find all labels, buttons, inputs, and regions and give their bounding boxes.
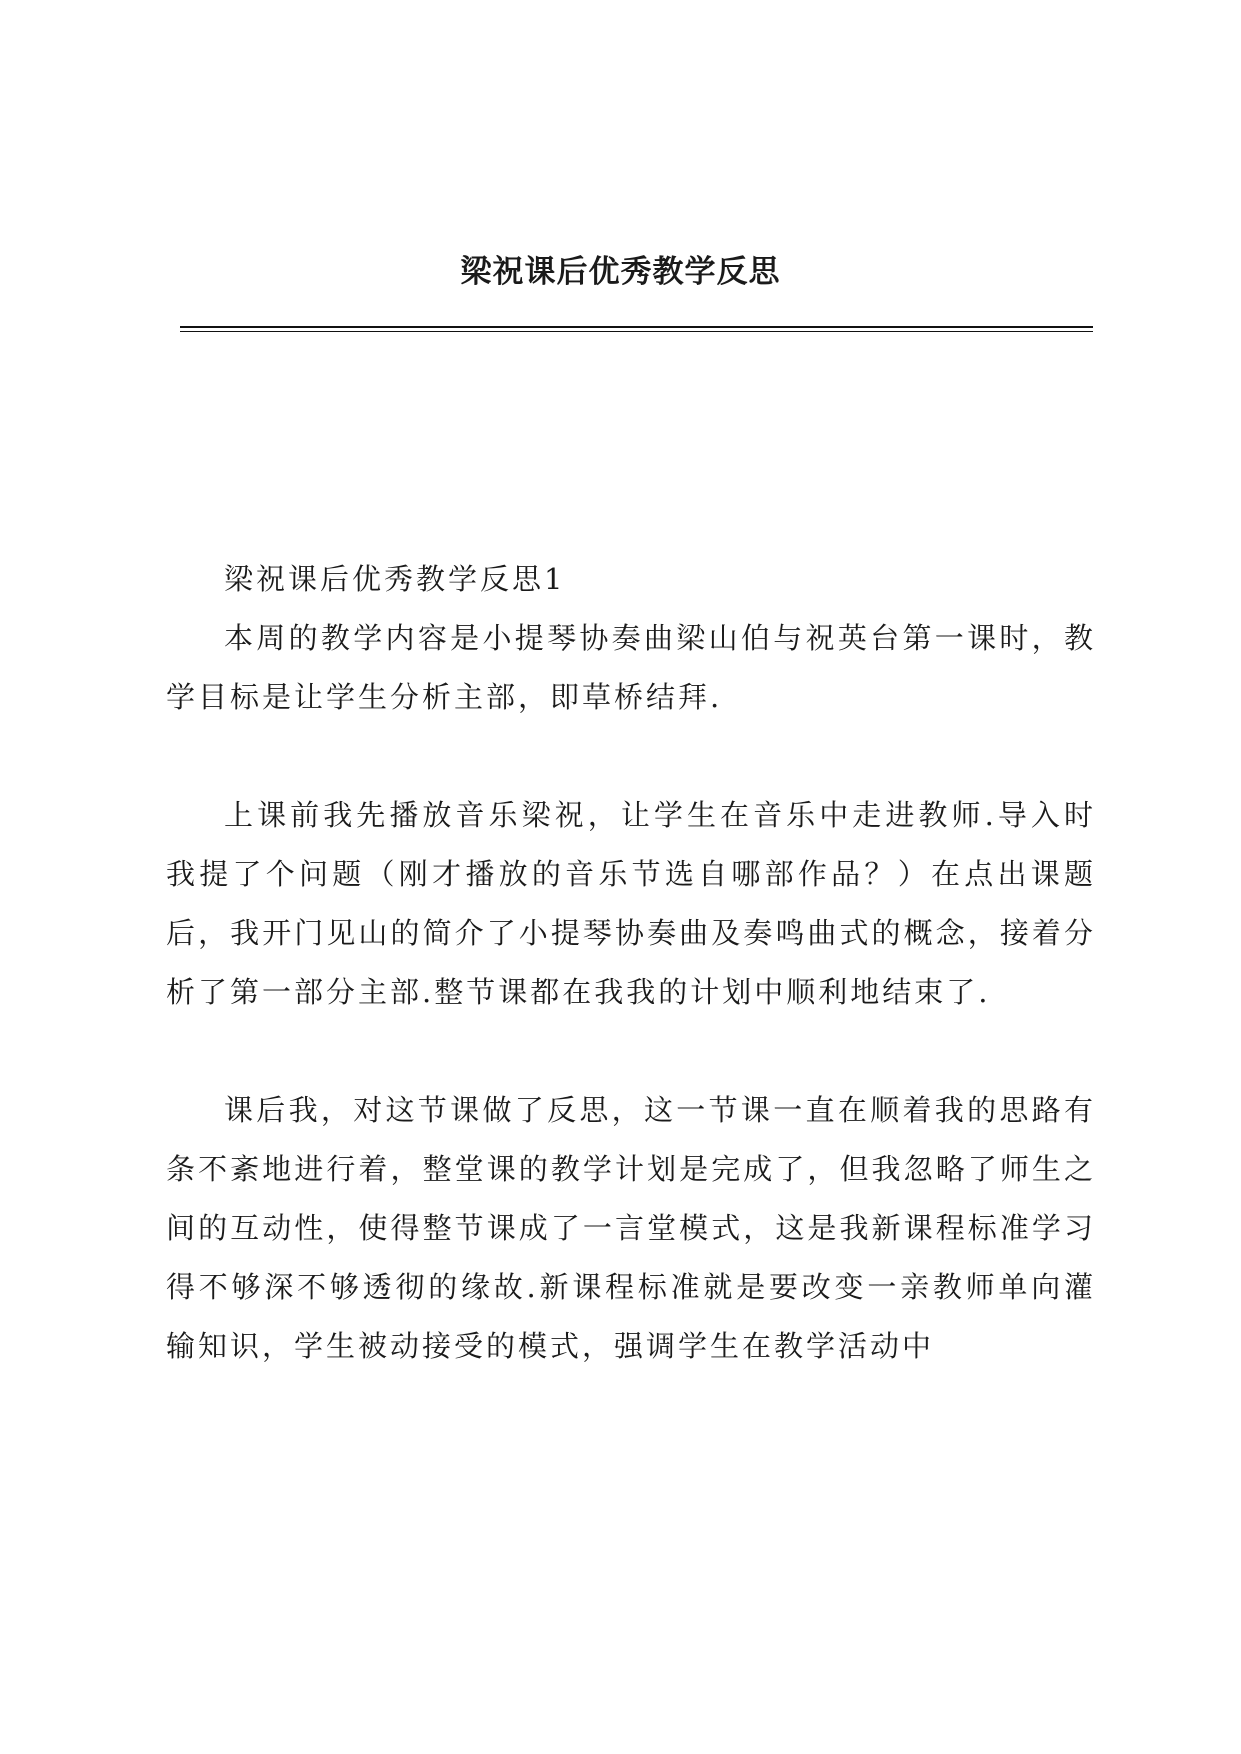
document-title: 梁祝课后优秀教学反思 xyxy=(460,254,781,290)
document-body xyxy=(166,550,1096,1376)
paragraph: 课后我，对这节课做了反思，这一节课一直在顺着我的思路有条不紊地进行着，整堂课的教学计划是完成了，但我忽略了师生之间的互动性，使得整节课成了一言堂模式，这是我新课程标准学习得不够深不够透彻的缘故.新课程标准就是要改变一亲教师单向灌输知识，学生被动接受的模式，强调学生在教学活动中 xyxy=(166,1093,1096,1363)
paragraph: 上课前我先播放音乐梁祝，让学生在音乐中走进教师.导入时我提了个问题（刚才播放的音乐节选自哪部作品？）在点出课题后，我开门见山的简介了小提琴协奏曲及奏鸣曲式的概念，接着分析了第一部分主部.整节课都在我我的计划中顺利地结束了. xyxy=(166,798,1096,1009)
title-double-rule xyxy=(180,326,1093,332)
section-heading: 梁祝课后优秀教学反思1 xyxy=(224,562,566,596)
paragraph: 本周的教学内容是小提琴协奏曲梁山伯与祝英台第一课时，教学目标是让学生分析主部，即草桥结拜. xyxy=(166,621,1096,714)
